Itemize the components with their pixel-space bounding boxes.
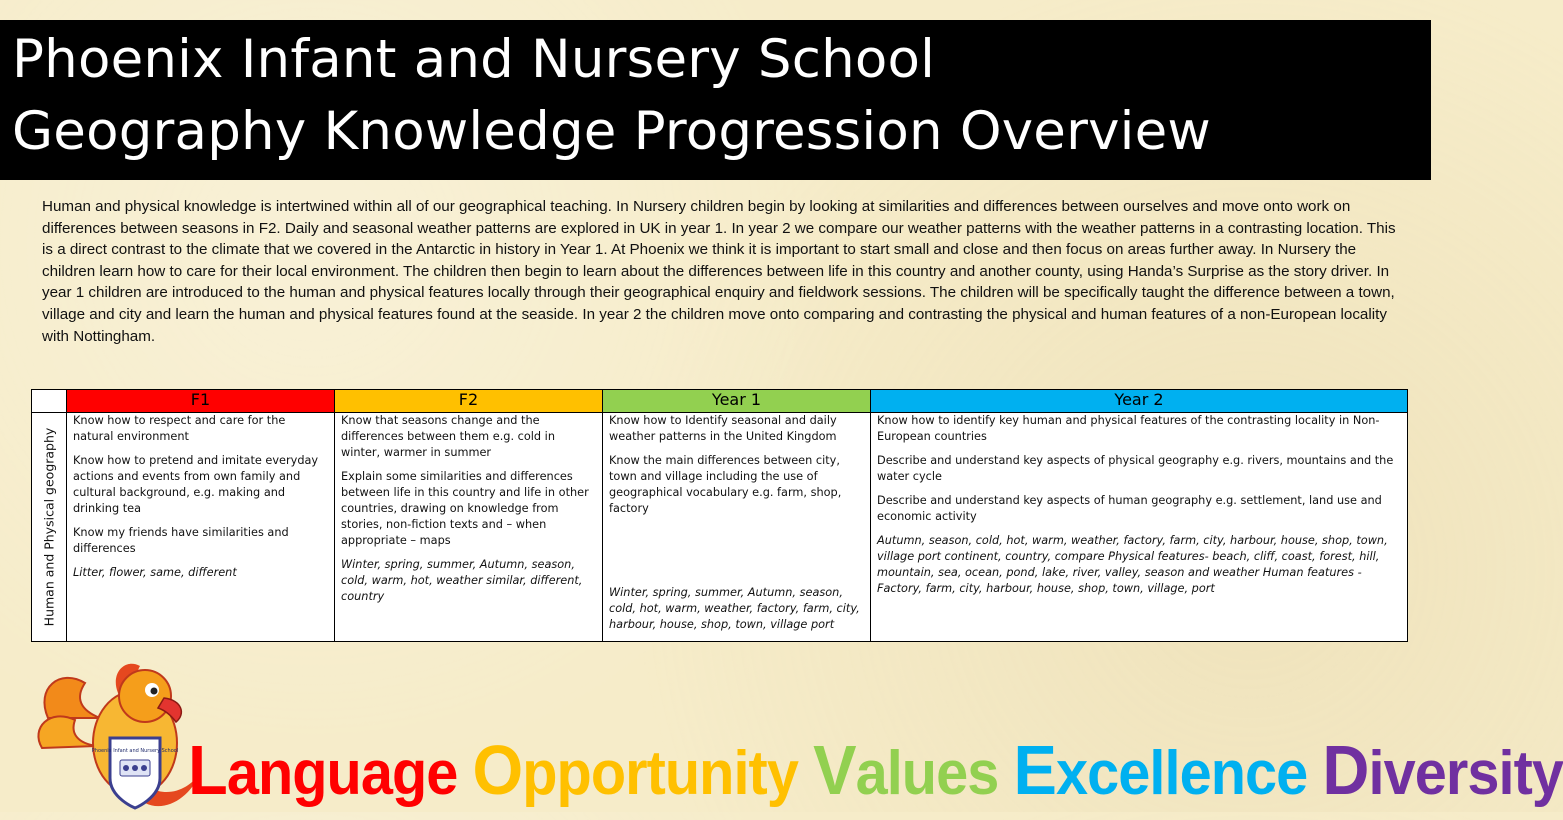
y2-item: Describe and understand key aspects of human geography e.g. settlement, land use and economic activity — [877, 494, 1382, 523]
y1-item: Know how to Identify seasonal and daily weather patterns in the United Kingdom — [609, 414, 837, 443]
title-banner — [0, 20, 1431, 180]
value-language: Language — [188, 731, 458, 809]
column-header-year1: Year 1 — [603, 390, 871, 413]
cell-f2 — [335, 413, 603, 642]
row-label-cell — [32, 413, 67, 642]
f1-vocabulary: Litter, flower, same, different — [73, 566, 237, 579]
column-header-f1: F1 — [67, 390, 335, 413]
table-header-row — [32, 390, 1408, 413]
f2-item: Know that seasons change and the differences between them e.g. cold in winter, warmer in summer — [341, 414, 555, 459]
column-header-f2: F2 — [335, 390, 603, 413]
school-name: Phoenix Infant and Nursery School — [12, 29, 936, 90]
value-opportunity: Opportunity — [472, 731, 798, 809]
y2-item: Know how to identify key human and physical features of the contrasting locality in Non-European countries — [877, 414, 1380, 443]
f1-item: Know how to pretend and imitate everyday actions and events from own family and cultural background, e.g. making and drinking tea — [73, 454, 319, 515]
row-label: Human and Physical geography — [41, 427, 57, 627]
value-excellence: Excellence — [1013, 731, 1308, 809]
page-title: Geography Knowledge Progression Overview — [12, 101, 1211, 162]
y1-item: Know the main differences between city, town and village including the use of geographical vocabulary e.g. farm, shop, factory — [609, 454, 842, 515]
y1-spacer — [603, 525, 870, 585]
cell-year1 — [603, 413, 871, 642]
y2-vocabulary: Autumn, season, cold, hot, warm, weather, factory, farm, city, harbour, house, shop, town, village port continent, country, compare Physical features- beach, cliff, coast, forest, hill, mountain, sea, ocean, pond, lake, river, valley, season and weather Human features - Factory, farm, city, harbour, house, shop, town, village, port — [877, 534, 1388, 595]
y2-item: Describe and understand key aspects of physical geography e.g. rivers, mountains and the water cycle — [877, 454, 1394, 483]
f1-item: Know how to respect and care for the natural environment — [73, 414, 286, 443]
intro-paragraph: Human and physical knowledge is intertwined within all of our geographical teaching. In Nursery children begin by looking at similarities and differences between ourselves and move onto work on differences between seasons in F2. Daily and seasonal weather patterns are explored in UK in year 1. In year 2 we compare our weather patterns with the weather patterns in a contrasting location. This is a direct contrast to the climate that we covered in the Antarctic in history in Year 1. At Phoenix we think it is important to start small and close and then focus on areas further away. In Nursery the children learn how to care for their local environment. The children then begin to learn about the differences between life in this country and another county, using Handa’s Surprise as the story driver. In year 1 children are introduced to the human and physical features locally through their geographical enquiry and fieldwork sessions. The children will be specifically taught the difference between a town, village and city and learn the human and physical features found at the seaside. In year 2 the children move onto comparing and contrasting the physical and human features of a non-European locality with Nottingham. — [42, 198, 1396, 345]
footer — [0, 640, 1563, 812]
school-values — [188, 730, 1563, 814]
progression-table — [31, 389, 1408, 642]
header-corner — [32, 390, 67, 413]
f2-item: Explain some similarities and differences between life in this country and life in other countries, drawing on knowledge from stories, non-fiction texts and – when appropriate – maps — [341, 470, 589, 547]
logo-badge-text: Phoenix Infant and Nursery School — [91, 748, 179, 754]
f2-vocabulary: Winter, spring, summer, Autumn, season, cold, warm, hot, weather similar, different, country — [341, 558, 583, 603]
y1-vocabulary: Winter, spring, summer, Autumn, season, cold, hot, warm, weather, factory, farm, city, harbour, house, shop, town, village port — [609, 586, 860, 631]
value-values: Values — [813, 731, 999, 809]
table-row — [32, 413, 1408, 642]
cell-year2 — [871, 413, 1408, 642]
cell-f1 — [67, 413, 335, 642]
value-diversity: Diversity — [1322, 731, 1563, 809]
f1-item: Know my friends have similarities and differences — [73, 526, 289, 555]
column-header-year2: Year 2 — [871, 390, 1408, 413]
